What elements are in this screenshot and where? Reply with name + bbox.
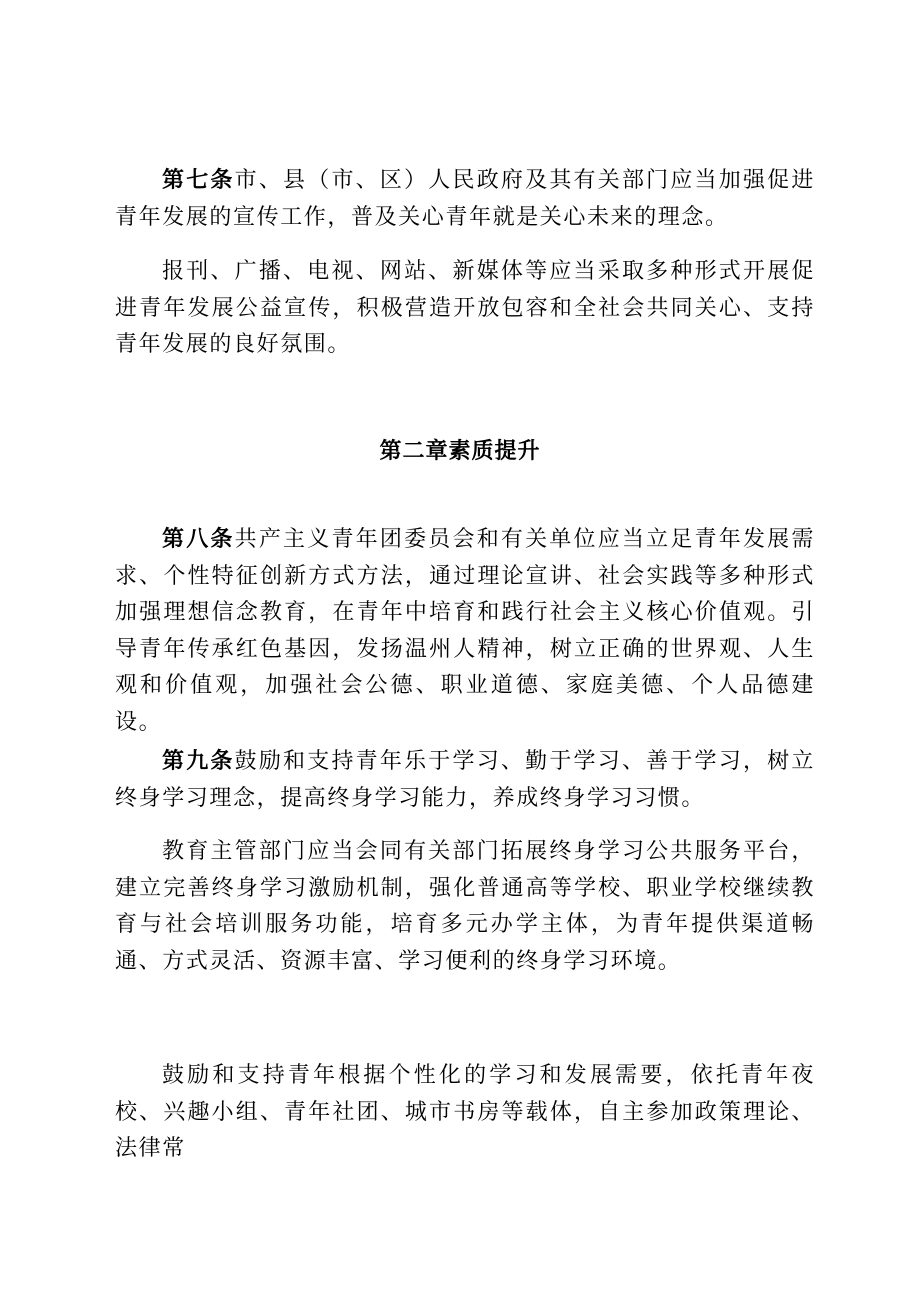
article-9-clause-3-text: 鼓励和支持青年根据个性化的学习和发展需要，依托青年夜校、兴趣小组、青年社团、城市书房等载体，自主参加政策理论、法律常 <box>115 1063 815 1161</box>
article-9-label: 第九条 <box>162 748 235 774</box>
article-7-clause-2-paragraph <box>115 254 815 364</box>
article-9-text: 鼓励和支持青年乐于学习、勤于学习、善于学习，树立终身学习理念，提高终身学习能力，养成终身学习习惯。 <box>115 749 815 811</box>
article-9-clause-2-paragraph <box>115 834 815 980</box>
article-7-clause-2-text: 报刊、广播、电视、网站、新媒体等应当采取多种形式开展促进青年发展公益宣传，积极营造开放包容和全社会共同关心、支持青年发展的良好氛围。 <box>115 259 815 357</box>
article-8-paragraph <box>115 521 815 741</box>
article-9-clause-2-text: 教育主管部门应当会同有关部门拓展终身学习公共服务平台，建立完善终身学习激励机制，强化普通高等学校、职业学校继续教育与社会培训服务功能，培育多元办学主体，为青年提供渠道畅通、方式灵活、资源丰富、学习便利的终身学习环境。 <box>115 839 815 974</box>
article-7-text: 市、县（市、区）人民政府及其有关部门应当加强促进青年发展的宣传工作，普及关心青年就是关心未来的理念。 <box>115 168 815 230</box>
chapter-heading: 第二章素质提升 <box>379 438 541 464</box>
article-7-label: 第七条 <box>162 167 235 193</box>
article-7-paragraph <box>115 162 815 236</box>
article-8-text: 共产主义青年团委员会和有关单位应当立足青年发展需求、个性特征创新方式方法，通过理论宣讲、社会实践等多种形式加强理想信念教育，在青年中培育和践行社会主义核心价值观。引导青年传承红色基因，发扬温州人精神，树立正确的世界观、人生观和价值观，加强社会公德、职业道德、家庭美德、个人品德建设。 <box>115 527 815 735</box>
article-9-clause-3-paragraph <box>115 1058 815 1168</box>
article-9-paragraph <box>115 743 815 817</box>
article-8-label: 第八条 <box>162 526 235 552</box>
